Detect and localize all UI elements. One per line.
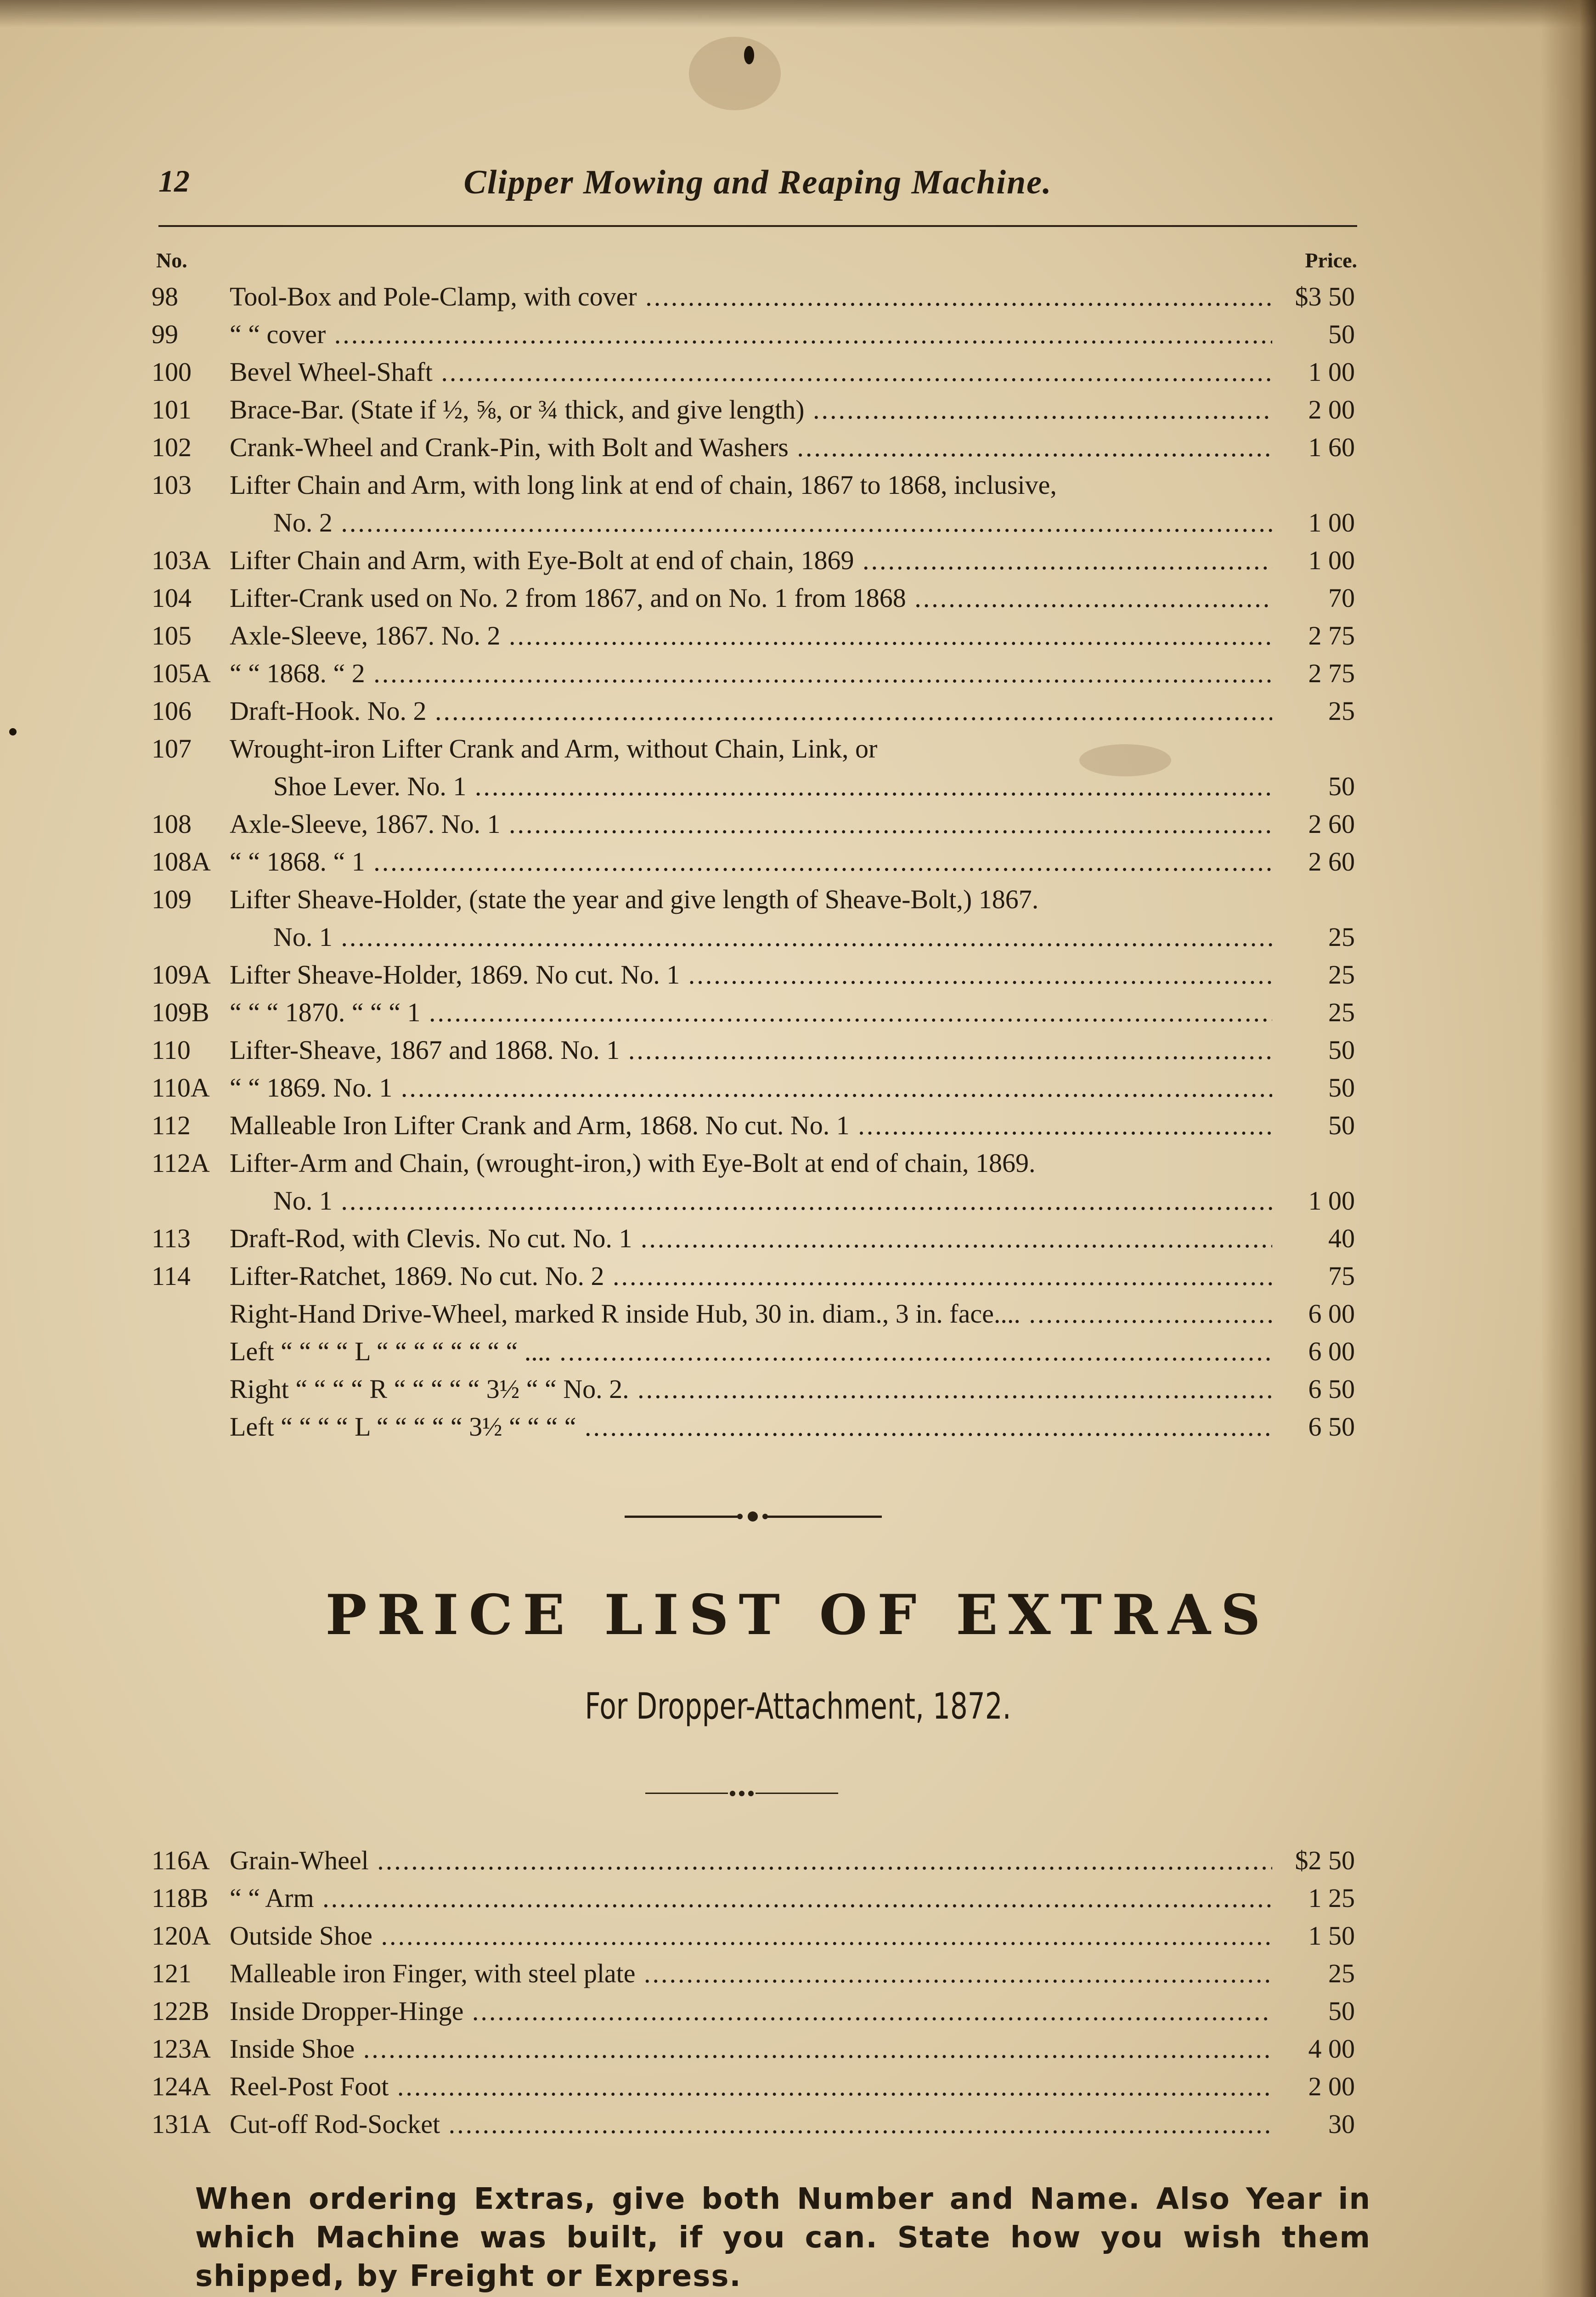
part-price: 2 75	[1308, 658, 1355, 688]
part-number: 100	[152, 357, 192, 387]
price-list-row	[152, 768, 1355, 805]
part-price: 50	[1328, 1073, 1355, 1103]
price-list-row	[152, 2068, 1355, 2105]
price-list-row	[152, 1144, 1355, 1182]
price-list-row	[152, 579, 1355, 617]
price-list-row	[152, 1917, 1355, 1955]
part-number: 105	[152, 621, 192, 651]
part-number: 104	[152, 583, 192, 613]
page-top-edge	[0, 0, 1596, 28]
part-description: Lifter-Sheave, 1867 and 1868. No. 1 .....	[230, 1031, 1272, 1069]
part-price: 50	[1328, 1996, 1355, 2026]
part-number: 99	[152, 319, 178, 349]
ordering-note-line: When ordering Extras, give both Number and Name. Also Year in	[195, 2182, 1371, 2216]
part-price: 30	[1328, 2109, 1355, 2139]
part-description: Lifter Sheave-Holder, 1869. No cut. No. 1 .....	[230, 956, 1272, 994]
price-list-row	[152, 1408, 1355, 1446]
part-description: Cut-off Rod-Socket .....	[230, 2105, 1272, 2143]
part-description: Malleable Iron Lifter Crank and Arm, 1868. No cut. No. 1 .....	[230, 1107, 1272, 1144]
part-price: 25	[1328, 997, 1355, 1027]
price-list-row	[152, 1370, 1355, 1408]
price-list-row	[152, 692, 1355, 730]
price-list-row	[152, 1992, 1355, 2030]
part-number: 110A	[152, 1073, 210, 1103]
part-price: 2 00	[1308, 395, 1355, 424]
part-description: “ “ 1868. “ 2 .....	[230, 655, 1272, 692]
part-price: 1 00	[1308, 508, 1355, 537]
part-number: 123A	[152, 2034, 211, 2064]
part-description: Tool-Box and Pole-Clamp, with cover .....	[230, 278, 1272, 316]
extras-subtitle: For Dropper-Attachment, 1872.	[585, 1686, 1011, 1727]
ink-speck	[9, 728, 17, 735]
price-list-row	[152, 1295, 1355, 1333]
part-description: Wrought-iron Lifter Crank and Arm, without Chain, Link, or	[230, 734, 878, 764]
part-description: No. 2 .....	[273, 504, 1272, 542]
price-list-row	[152, 2030, 1355, 2068]
header-rule	[158, 225, 1357, 227]
part-number: 116A	[152, 1845, 210, 1875]
part-number: 114	[152, 1261, 191, 1291]
part-price: $2 50	[1295, 1845, 1355, 1875]
part-price: 1 00	[1308, 357, 1355, 387]
ordering-note	[195, 2180, 1371, 2296]
part-price: 2 60	[1308, 847, 1355, 877]
extras-title: PRICE LIST OF EXTRAS	[325, 1583, 1271, 1647]
part-price: 25	[1328, 922, 1355, 952]
part-description: Right-Hand Drive-Wheel, marked R inside Hub, 30 in. diam., 3 in. face.... .....	[230, 1295, 1272, 1333]
part-price: 1 00	[1308, 1186, 1355, 1216]
part-description: “ “ “ 1870. “ “ “ 1 .....	[230, 994, 1272, 1031]
part-description: Brace-Bar. (State if ½, ⅝, or ¾ thick, and give length) .....	[230, 391, 1272, 429]
part-number: 124A	[152, 2071, 211, 2101]
page-spine-shadow	[1541, 0, 1596, 2297]
price-list-row	[152, 655, 1355, 692]
part-number: 112	[152, 1110, 191, 1140]
part-description: Left “ “ “ “ L “ “ “ “ “ 3½ “ “ “ “ .....	[230, 1408, 1272, 1446]
part-number: 121	[152, 1958, 192, 1988]
section-divider-ornament	[625, 1511, 882, 1521]
price-list-row	[152, 1842, 1355, 1879]
price-list-row	[152, 1955, 1355, 1992]
part-price: 1 25	[1308, 1883, 1355, 1913]
part-description: No. 1 .....	[273, 1182, 1272, 1220]
part-price: 25	[1328, 1958, 1355, 1988]
part-price: 50	[1328, 771, 1355, 801]
part-description: Lifter-Ratchet, 1869. No cut. No. 2 .....	[230, 1257, 1272, 1295]
part-description: “ “ cover .....	[230, 316, 1272, 353]
part-description: Crank-Wheel and Crank-Pin, with Bolt and Washers .....	[230, 429, 1272, 466]
price-list-row	[152, 918, 1355, 956]
part-price: 25	[1328, 696, 1355, 726]
part-number: 102	[152, 432, 192, 462]
part-description: “ “ 1868. “ 1 .....	[230, 843, 1272, 881]
part-number: 103	[152, 470, 192, 500]
part-number: 118B	[152, 1883, 209, 1913]
price-list-row	[152, 278, 1355, 316]
part-number: 101	[152, 395, 192, 424]
part-number: 109B	[152, 997, 209, 1027]
part-price: 50	[1328, 1110, 1355, 1140]
part-description: Axle-Sleeve, 1867. No. 2 .....	[230, 617, 1272, 655]
part-price: 6 50	[1308, 1374, 1355, 1404]
price-list-row	[152, 391, 1355, 429]
part-number: 120A	[152, 1921, 211, 1951]
part-description: “ “ 1869. No. 1 .....	[230, 1069, 1272, 1107]
part-price: 70	[1328, 583, 1355, 613]
price-list-row	[152, 1257, 1355, 1295]
price-list-row	[152, 805, 1355, 843]
price-list-row	[152, 504, 1355, 542]
price-list-row	[152, 316, 1355, 353]
price-list-row	[152, 843, 1355, 881]
price-list-row	[152, 730, 1355, 768]
part-number: 113	[152, 1223, 191, 1253]
part-price: 4 00	[1308, 2034, 1355, 2064]
part-description: Inside Dropper-Hinge .....	[230, 1992, 1272, 2030]
part-description: Grain-Wheel .....	[230, 1842, 1272, 1879]
part-description: “ “ Arm .....	[230, 1879, 1272, 1917]
price-list-row	[152, 956, 1355, 994]
part-description: Draft-Rod, with Clevis. No cut. No. 1 .....	[230, 1220, 1272, 1257]
price-list-row	[152, 617, 1355, 655]
ordering-note-line: which Machine was built, if you can. State how you wish them	[195, 2221, 1371, 2255]
price-list-row	[152, 353, 1355, 391]
price-list-row	[152, 1333, 1355, 1370]
price-list-row	[152, 429, 1355, 466]
part-number: 105A	[152, 658, 211, 688]
price-list-row	[152, 1031, 1355, 1069]
part-description: Inside Shoe .....	[230, 2030, 1272, 2068]
part-price: 2 00	[1308, 2071, 1355, 2101]
column-header-price: Price.	[1305, 249, 1357, 272]
part-price: $3 50	[1295, 282, 1355, 311]
part-price: 75	[1328, 1261, 1355, 1291]
price-list-row	[152, 542, 1355, 579]
part-price: 40	[1328, 1223, 1355, 1253]
part-number: 110	[152, 1035, 191, 1065]
part-description: Bevel Wheel-Shaft .....	[230, 353, 1272, 391]
part-number: 131A	[152, 2109, 211, 2139]
part-description: Lifter Sheave-Holder, (state the year and give length of Sheave-Bolt,) 1867.	[230, 884, 1039, 914]
part-description: Axle-Sleeve, 1867. No. 1 .....	[230, 805, 1272, 843]
part-description: Lifter-Crank used on No. 2 from 1867, and on No. 1 from 1868 .....	[230, 579, 1272, 617]
part-price: 1 00	[1308, 545, 1355, 575]
part-description: Malleable iron Finger, with steel plate .....	[230, 1955, 1272, 1992]
part-number: 109	[152, 884, 192, 914]
ink-speck	[744, 46, 754, 64]
part-description: Outside Shoe .....	[230, 1917, 1272, 1955]
part-price: 2 60	[1308, 809, 1355, 839]
running-title: Clipper Mowing and Reaping Machine.	[463, 164, 1052, 201]
part-description: Lifter-Arm and Chain, (wrought-iron,) with Eye-Bolt at end of chain, 1869.	[230, 1148, 1036, 1178]
page-header	[158, 163, 1357, 214]
part-description: Shoe Lever. No. 1 .....	[273, 768, 1272, 805]
part-description: Lifter Chain and Arm, with Eye-Bolt at end of chain, 1869 .....	[230, 542, 1272, 579]
part-description: Lifter Chain and Arm, with long link at end of chain, 1867 to 1868, inclusive,	[230, 470, 1057, 500]
part-price: 50	[1328, 319, 1355, 349]
price-list-row	[152, 2105, 1355, 2143]
part-price: 6 00	[1308, 1336, 1355, 1366]
part-price: 6 50	[1308, 1412, 1355, 1442]
part-number: 108	[152, 809, 192, 839]
price-list-row	[152, 466, 1355, 504]
part-description: Left “ “ “ “ L “ “ “ “ “ “ “ “ .... .....	[230, 1333, 1272, 1370]
part-number: 122B	[152, 1996, 209, 2026]
part-price: 50	[1328, 1035, 1355, 1065]
part-price: 1 50	[1308, 1921, 1355, 1951]
column-header-no: No.	[156, 249, 187, 272]
part-number: 112A	[152, 1148, 210, 1178]
part-price: 6 00	[1308, 1299, 1355, 1329]
part-description: No. 1 .....	[273, 918, 1272, 956]
page-number: 12	[158, 164, 190, 198]
part-description: Reel-Post Foot .....	[230, 2068, 1272, 2105]
price-list-row	[152, 994, 1355, 1031]
part-number: 108A	[152, 847, 211, 877]
price-list-row	[152, 1107, 1355, 1144]
part-number: 98	[152, 282, 178, 311]
part-number: 107	[152, 734, 192, 764]
price-list-row	[152, 1220, 1355, 1257]
part-price: 2 75	[1308, 621, 1355, 651]
paper-stain	[689, 37, 781, 110]
subtitle-divider-ornament	[645, 1788, 838, 1798]
price-list-row	[152, 1879, 1355, 1917]
part-description: Draft-Hook. No. 2 .....	[230, 692, 1272, 730]
part-price: 25	[1328, 960, 1355, 990]
part-description: Right “ “ “ “ R “ “ “ “ “ 3½ “ “ No. 2. .....	[230, 1370, 1272, 1408]
price-list-row	[152, 1069, 1355, 1107]
part-number: 103A	[152, 545, 211, 575]
ordering-note-line: shipped, by Freight or Express.	[195, 2259, 742, 2293]
price-list-row	[152, 1182, 1355, 1220]
part-price: 1 60	[1308, 432, 1355, 462]
price-list-row	[152, 881, 1355, 918]
part-number: 109A	[152, 960, 211, 990]
part-number: 106	[152, 696, 192, 726]
